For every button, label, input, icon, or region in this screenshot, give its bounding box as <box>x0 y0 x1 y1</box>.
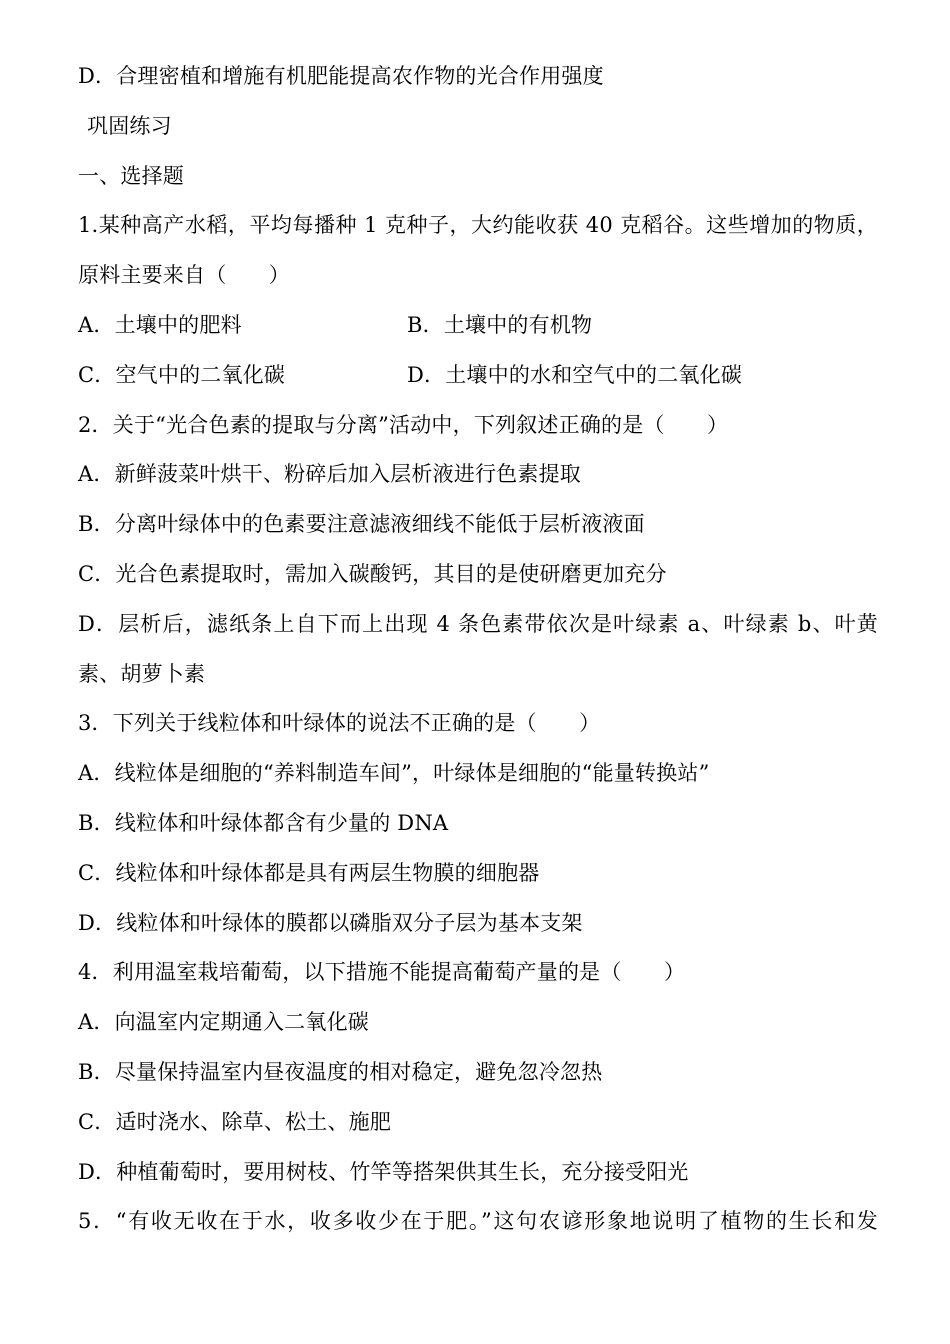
option-text: B．尽量保持温室内昼夜温度的相对稳定，避免忽冷忽热 <box>78 1059 603 1084</box>
option-text: A．向温室内定期通入二氧化碳 <box>78 1010 369 1035</box>
question-text: 5．“有收无收在于水，收多收少在于肥。”这句农谚形象地说明了植物的生长和发 <box>78 1209 878 1234</box>
option-text: C．适时浇水、除草、松土、施肥 <box>78 1109 392 1134</box>
option-text: C．光合色素提取时，需加入碳酸钙，其目的是使研磨更加充分 <box>78 561 667 586</box>
option-text: B．分离叶绿体中的色素要注意滤液细线不能低于层析液液面 <box>78 512 645 537</box>
option-text: B．土壤中的有机物 <box>407 312 593 337</box>
option-text: D．合理密植和增施有机肥能提高农作物的光合作用强度 <box>78 64 604 88</box>
option-row <box>78 351 878 401</box>
option-text: D．种植葡萄时，要用树枝、竹竿等搭架供其生长，充分接受阳光 <box>78 1159 689 1184</box>
question-text: 3．下列关于线粒体和叶绿体的说法不正确的是（ ） <box>78 711 601 736</box>
option-text: C．空气中的二氧化碳 <box>78 362 286 387</box>
section-heading: 巩固练习 <box>87 113 172 138</box>
option-text: A．新鲜菠菜叶烘干、粉碎后加入层析液进行色素提取 <box>78 462 581 487</box>
section-heading: 一、选择题 <box>78 163 184 188</box>
question-text: 原料主要来自（ ） <box>78 263 290 288</box>
option-text: A．土壤中的肥料 <box>78 312 242 337</box>
option-text: 素、胡萝卜素 <box>78 661 206 686</box>
question-text: 2．关于“光合色素的提取与分离”活动中，下列叙述正确的是（ ） <box>78 412 729 437</box>
option-row <box>78 301 878 351</box>
option-text: B．线粒体和叶绿体都含有少量的 DNA <box>78 810 449 835</box>
option-text: D．土壤中的水和空气中的二氧化碳 <box>407 362 743 387</box>
question-text: 1.某种高产水稻，平均每播种 1 克种子，大约能收获 40 克稻谷。这些增加的物质， <box>78 213 878 238</box>
option-text: D．线粒体和叶绿体的膜都以磷脂双分子层为基本支架 <box>78 910 583 935</box>
option-text: D．层析后，滤纸条上自下而上出现 4 条色素带依次是叶绿素 a、叶绿素 b、叶黄 <box>78 611 878 636</box>
option-text: A．线粒体是细胞的“养料制造车间”，叶绿体是细胞的“能量转换站” <box>78 761 710 786</box>
option-text: C．线粒体和叶绿体都是具有两层生物膜的细胞器 <box>78 860 540 885</box>
document-page <box>78 52 878 1247</box>
question-text: 4．利用温室栽培葡萄，以下措施不能提高葡萄产量的是（ ） <box>78 960 686 985</box>
